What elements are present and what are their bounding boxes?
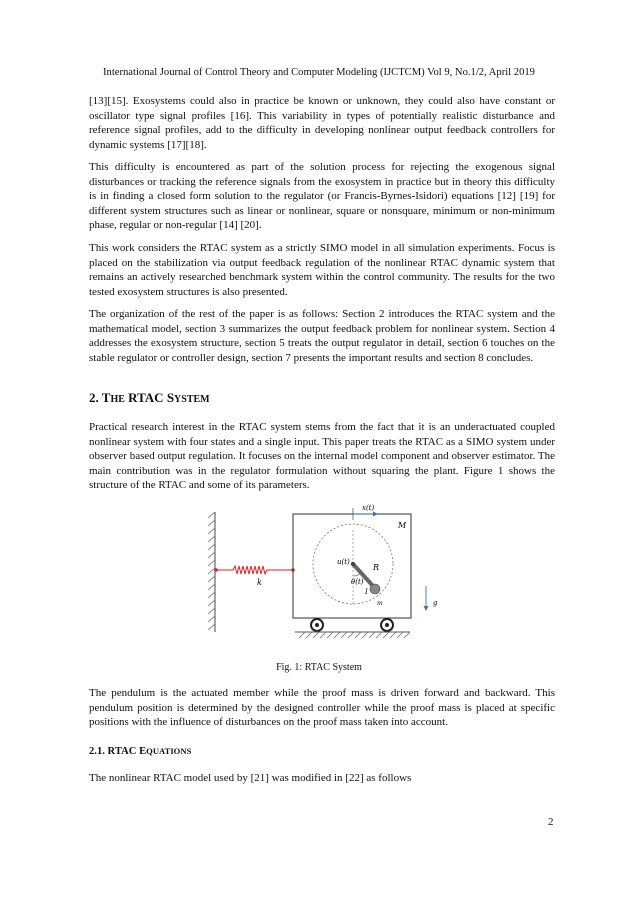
paragraph-6: The pendulum is the actuated member while the proof mass is driven forward and backward. This pendulum position is determined by the designed controller while the proof mass is placed at specific positions with the influence of disturbances on the proof mass taken into account.	[89, 687, 555, 729]
running-header: International Journal of Control Theory and Computer Modeling (IJCTCM) Vol 9, No.1/2, April 2019	[103, 67, 535, 78]
right-wheel	[381, 619, 393, 631]
wall-hatch	[208, 512, 215, 630]
left-wheel	[311, 619, 323, 631]
proof-mass	[370, 584, 380, 594]
label-M: M	[398, 521, 407, 530]
paragraph-7: The nonlinear RTAC model used by [21] was modified in [22] as follows	[89, 772, 412, 784]
rtac-system-figure	[205, 500, 450, 648]
paragraph-4: The organization of the rest of the paper is as follows: Section 2 introduces the RTAC system and the mathematical model, section 3 summarizes the output feedback problem for nonlinear system. Section 4 addresses the exosystem structure, section 5 treats the output regulator in detail, section 6 touches on the stable regulator or controller design, section 7 presents the important results and section 8 concludes.	[89, 308, 555, 364]
section-2-heading: 2. THE RTAC SYSTEM	[89, 390, 210, 405]
page-number: 2	[548, 816, 554, 828]
label-R: R	[373, 563, 380, 572]
cart-box	[293, 514, 411, 618]
paragraph-2: This difficulty is encountered as part of the solution process for rejecting the exogenous signal disturbances or tracking the reference signals from the exosystem in practice but in theory this difficulty is in finding a closed form solution to the regulator (or Francis-Byrnes-Isidori) equations [12] [19] for different system structures such as linear or nonlinear, square or nonsquare, minimum or non-minimum phase, regular or non-regular [14] [20].	[89, 161, 555, 232]
gravity-arrowhead	[424, 606, 429, 611]
label-theta: θ(t)	[351, 578, 364, 586]
paragraph-1: [13][15]. Exosystems could also in practice be known or unknown, they could also have constant or oscillator type signal profiles [16]. This variability in types of potentially realistic disturbance and reference signal profiles, add to the difficulty in developing nonlinear output feedback controllers for dynamic systems [17][18].	[89, 95, 555, 151]
label-x: x(t)	[362, 504, 375, 512]
x-arrowhead	[373, 512, 378, 517]
label-m: m	[377, 600, 383, 607]
label-k: k	[257, 578, 262, 587]
ground-hatch	[299, 632, 410, 638]
figure-caption: Fig. 1: RTAC System	[276, 662, 362, 673]
paragraph-5: Practical research interest in the RTAC system stems from the fact that it is an underactuated coupled nonlinear system with four states and a single input. This paper treats the RTAC as a SIMO system under observer based output regulation. It focuses on the internal model component and observer estimator. The main contribution was in the regulator formulation without squaring the plant. Figure 1 shows the structure of the RTAC and some of its parameters.	[89, 421, 555, 492]
label-I: I	[365, 588, 368, 596]
pivot	[351, 562, 355, 566]
label-u: u(t)	[337, 558, 350, 566]
section-2-1-heading: 2.1. RTAC EQUATIONS	[89, 746, 192, 757]
paragraph-3: This work considers the RTAC system as a strictly SIMO model in all simulation experiments. Focus is placed on the stabilization via output feedback regulation of the nonlinear RTAC dynamic system that remains an actively researched benchmark system within the control community. The results for the two tested exosystem structures is also presented.	[89, 242, 555, 298]
spring	[216, 566, 293, 574]
label-g: g	[433, 599, 438, 607]
